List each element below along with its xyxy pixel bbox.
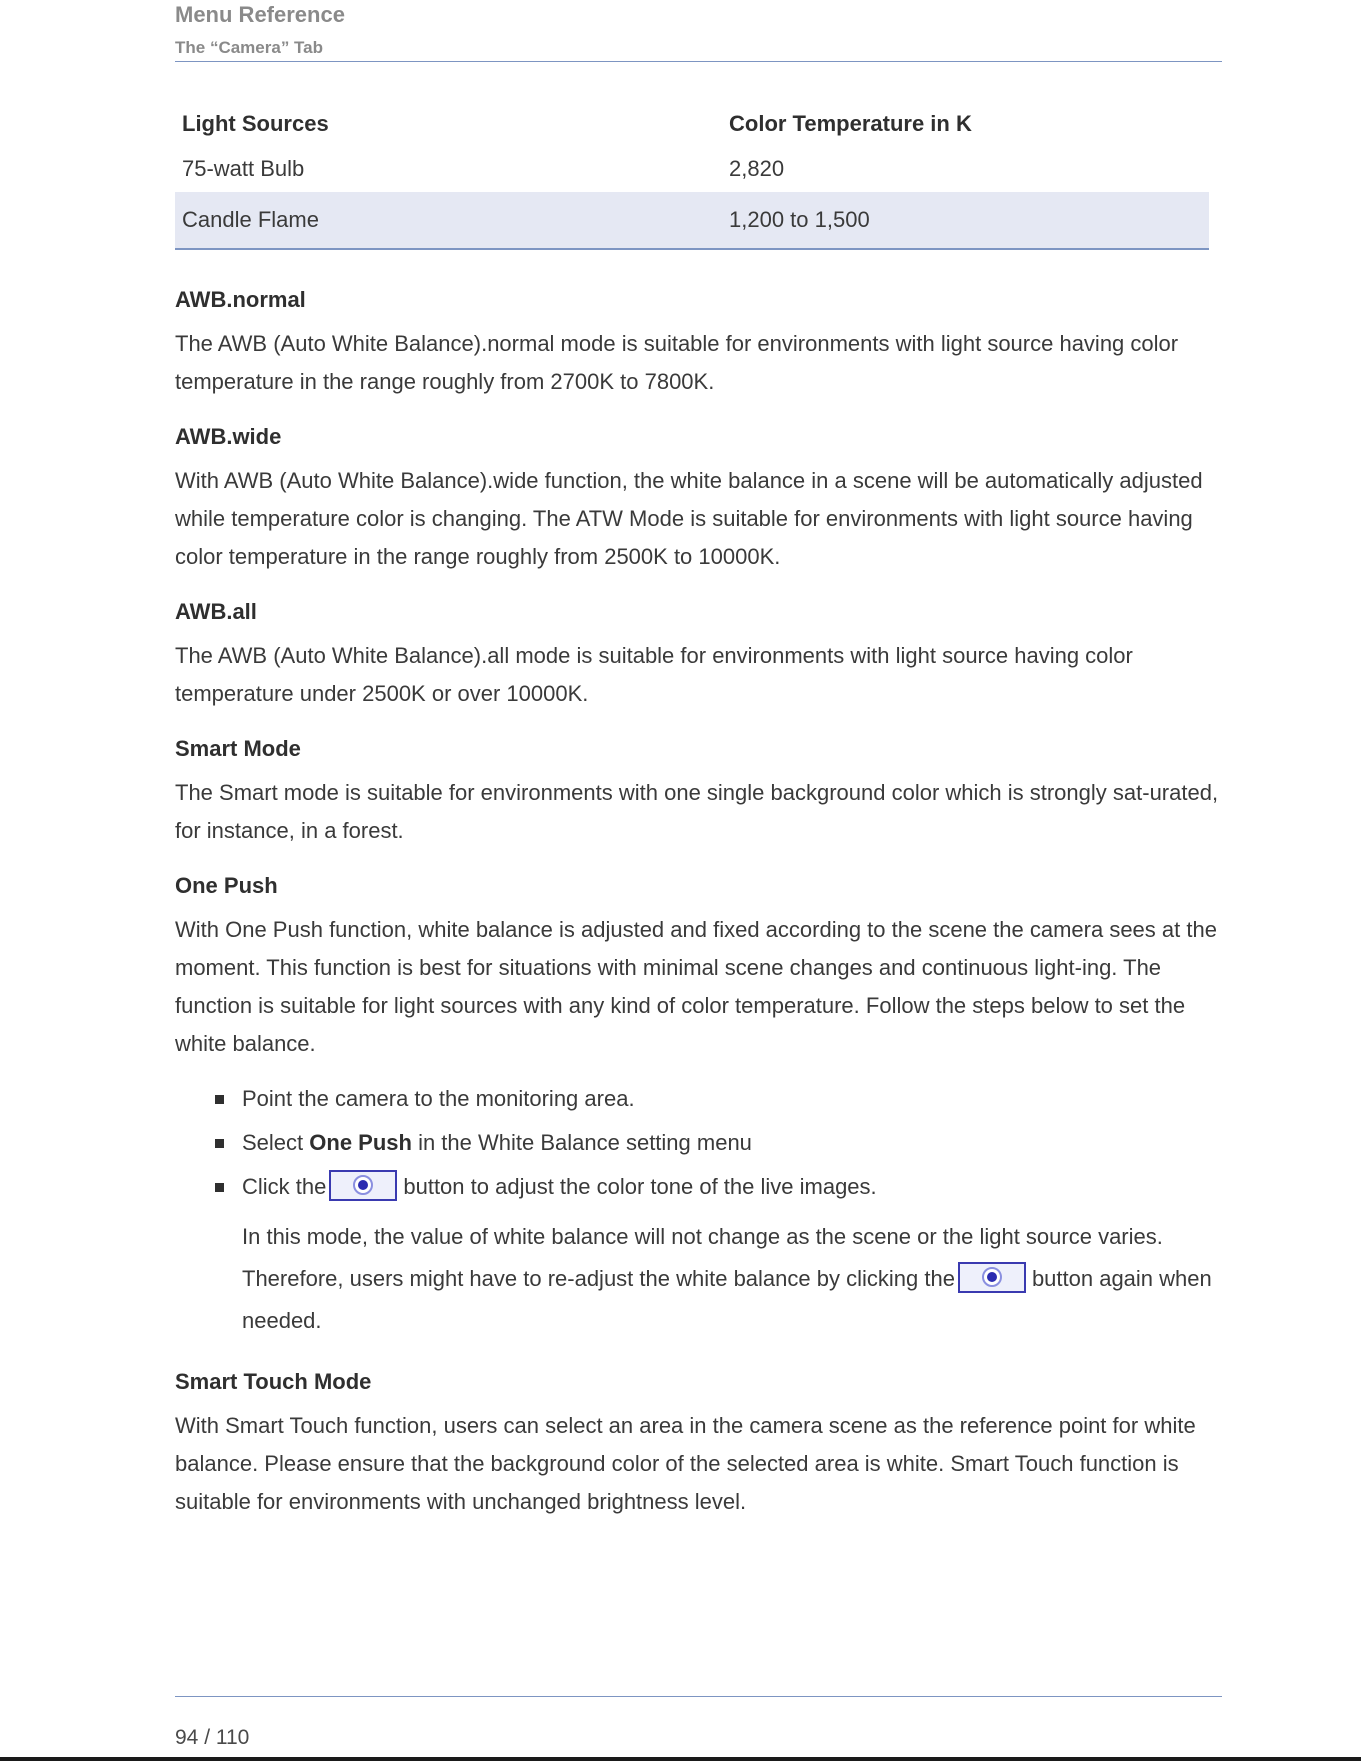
one-push-steps bbox=[175, 1080, 1235, 1206]
step-text: in the White Balance setting menu bbox=[411, 1130, 752, 1155]
table-row bbox=[175, 146, 1209, 192]
section-title-awb-all: AWB.all bbox=[175, 599, 257, 624]
section-title-smart-touch: Smart Touch Mode bbox=[175, 1369, 372, 1394]
section-text-awb-normal: The AWB (Auto White Balance).normal mode is suitable for environments with light source having color temperature in the range roughly from 2700K to 7800K. bbox=[175, 331, 1179, 394]
table-header-row bbox=[175, 101, 1209, 146]
section-title-smart-mode: Smart Mode bbox=[175, 736, 301, 761]
light-source-table bbox=[175, 101, 1209, 250]
list-item bbox=[242, 1080, 1235, 1118]
section-text-awb-all: The AWB (Auto White Balance).all mode is suitable for environments with light source having color temperature under 2500K or over 10000K. bbox=[175, 643, 1133, 706]
note-text: In this mode, the value of white balance will not change as the scene or the light source varies. Therefore, users might have to re-adjust the white balance by clicking the bbox=[242, 1224, 1163, 1291]
column-header-color-temperature: Color Temperature in K bbox=[729, 110, 972, 136]
page-header bbox=[175, 0, 1222, 62]
table-row bbox=[175, 192, 1209, 249]
section-title-one-push: One Push bbox=[175, 873, 278, 898]
section-text-smart-mode: The Smart mode is suitable for environments with one single background color which is strongly sat-urated, for instance, in a forest. bbox=[175, 780, 1219, 843]
main-content bbox=[175, 284, 1235, 1541]
step-text: Select bbox=[242, 1130, 310, 1155]
bottom-edge-bar bbox=[0, 1757, 1361, 1761]
footer-divider bbox=[175, 1696, 1222, 1697]
section-title-awb-wide: AWB.wide bbox=[175, 424, 282, 449]
page-number: 94 / 110 bbox=[175, 1726, 250, 1749]
step-text: Click the bbox=[242, 1174, 327, 1199]
one-push-note bbox=[175, 1216, 1235, 1342]
list-item bbox=[242, 1124, 1235, 1162]
note-text: button again when needed. bbox=[242, 1266, 1212, 1333]
section-title-awb-normal: AWB.normal bbox=[175, 287, 306, 312]
section-text-one-push: With One Push function, white balance is adjusted and fixed according to the scene the camera sees at the moment. This function is best for situations with minimal scene changes and continuous light-ing. The function is suitable for light sources with any kind of color temperature. Follow the steps below to set the white balance. bbox=[175, 917, 1217, 1056]
section-text-awb-wide: With AWB (Auto White Balance).wide function, the white balance in a scene will be automatically adjusted while temperature color is changing. The ATW Mode is suitable for environments with light source having color temperature in the range roughly from 2500K to 10000K. bbox=[175, 468, 1203, 569]
header-subtitle: The “Camera” Tab bbox=[175, 38, 324, 57]
target-dot-icon bbox=[982, 1267, 1002, 1287]
square-bullet-icon bbox=[215, 1183, 224, 1192]
table-cell-light-source: 75-watt Bulb bbox=[182, 156, 305, 181]
square-bullet-icon bbox=[215, 1095, 224, 1104]
table-cell-temperature: 1,200 to 1,500 bbox=[722, 192, 1209, 249]
target-dot-icon bbox=[353, 1175, 373, 1195]
one-push-button[interactable] bbox=[958, 1262, 1026, 1293]
table-cell-light-source: Candle Flame bbox=[175, 192, 722, 249]
column-header-light-sources: Light Sources bbox=[182, 110, 329, 136]
list-item bbox=[242, 1168, 1235, 1206]
step-emphasis: One Push bbox=[309, 1130, 412, 1155]
header-title: Menu Reference bbox=[175, 2, 345, 27]
step-text: Point the camera to the monitoring area. bbox=[242, 1086, 635, 1111]
section-text-smart-touch: With Smart Touch function, users can select an area in the camera scene as the reference point for white balance. Please ensure that the background color of the selected area is white. Smart Touch function is suitable for environments with unchanged brightness level. bbox=[175, 1413, 1196, 1514]
one-push-button[interactable] bbox=[329, 1170, 397, 1201]
table-cell-temperature: 2,820 bbox=[729, 156, 785, 181]
step-text: button to adjust the color tone of the live images. bbox=[403, 1174, 877, 1199]
square-bullet-icon bbox=[215, 1139, 224, 1148]
